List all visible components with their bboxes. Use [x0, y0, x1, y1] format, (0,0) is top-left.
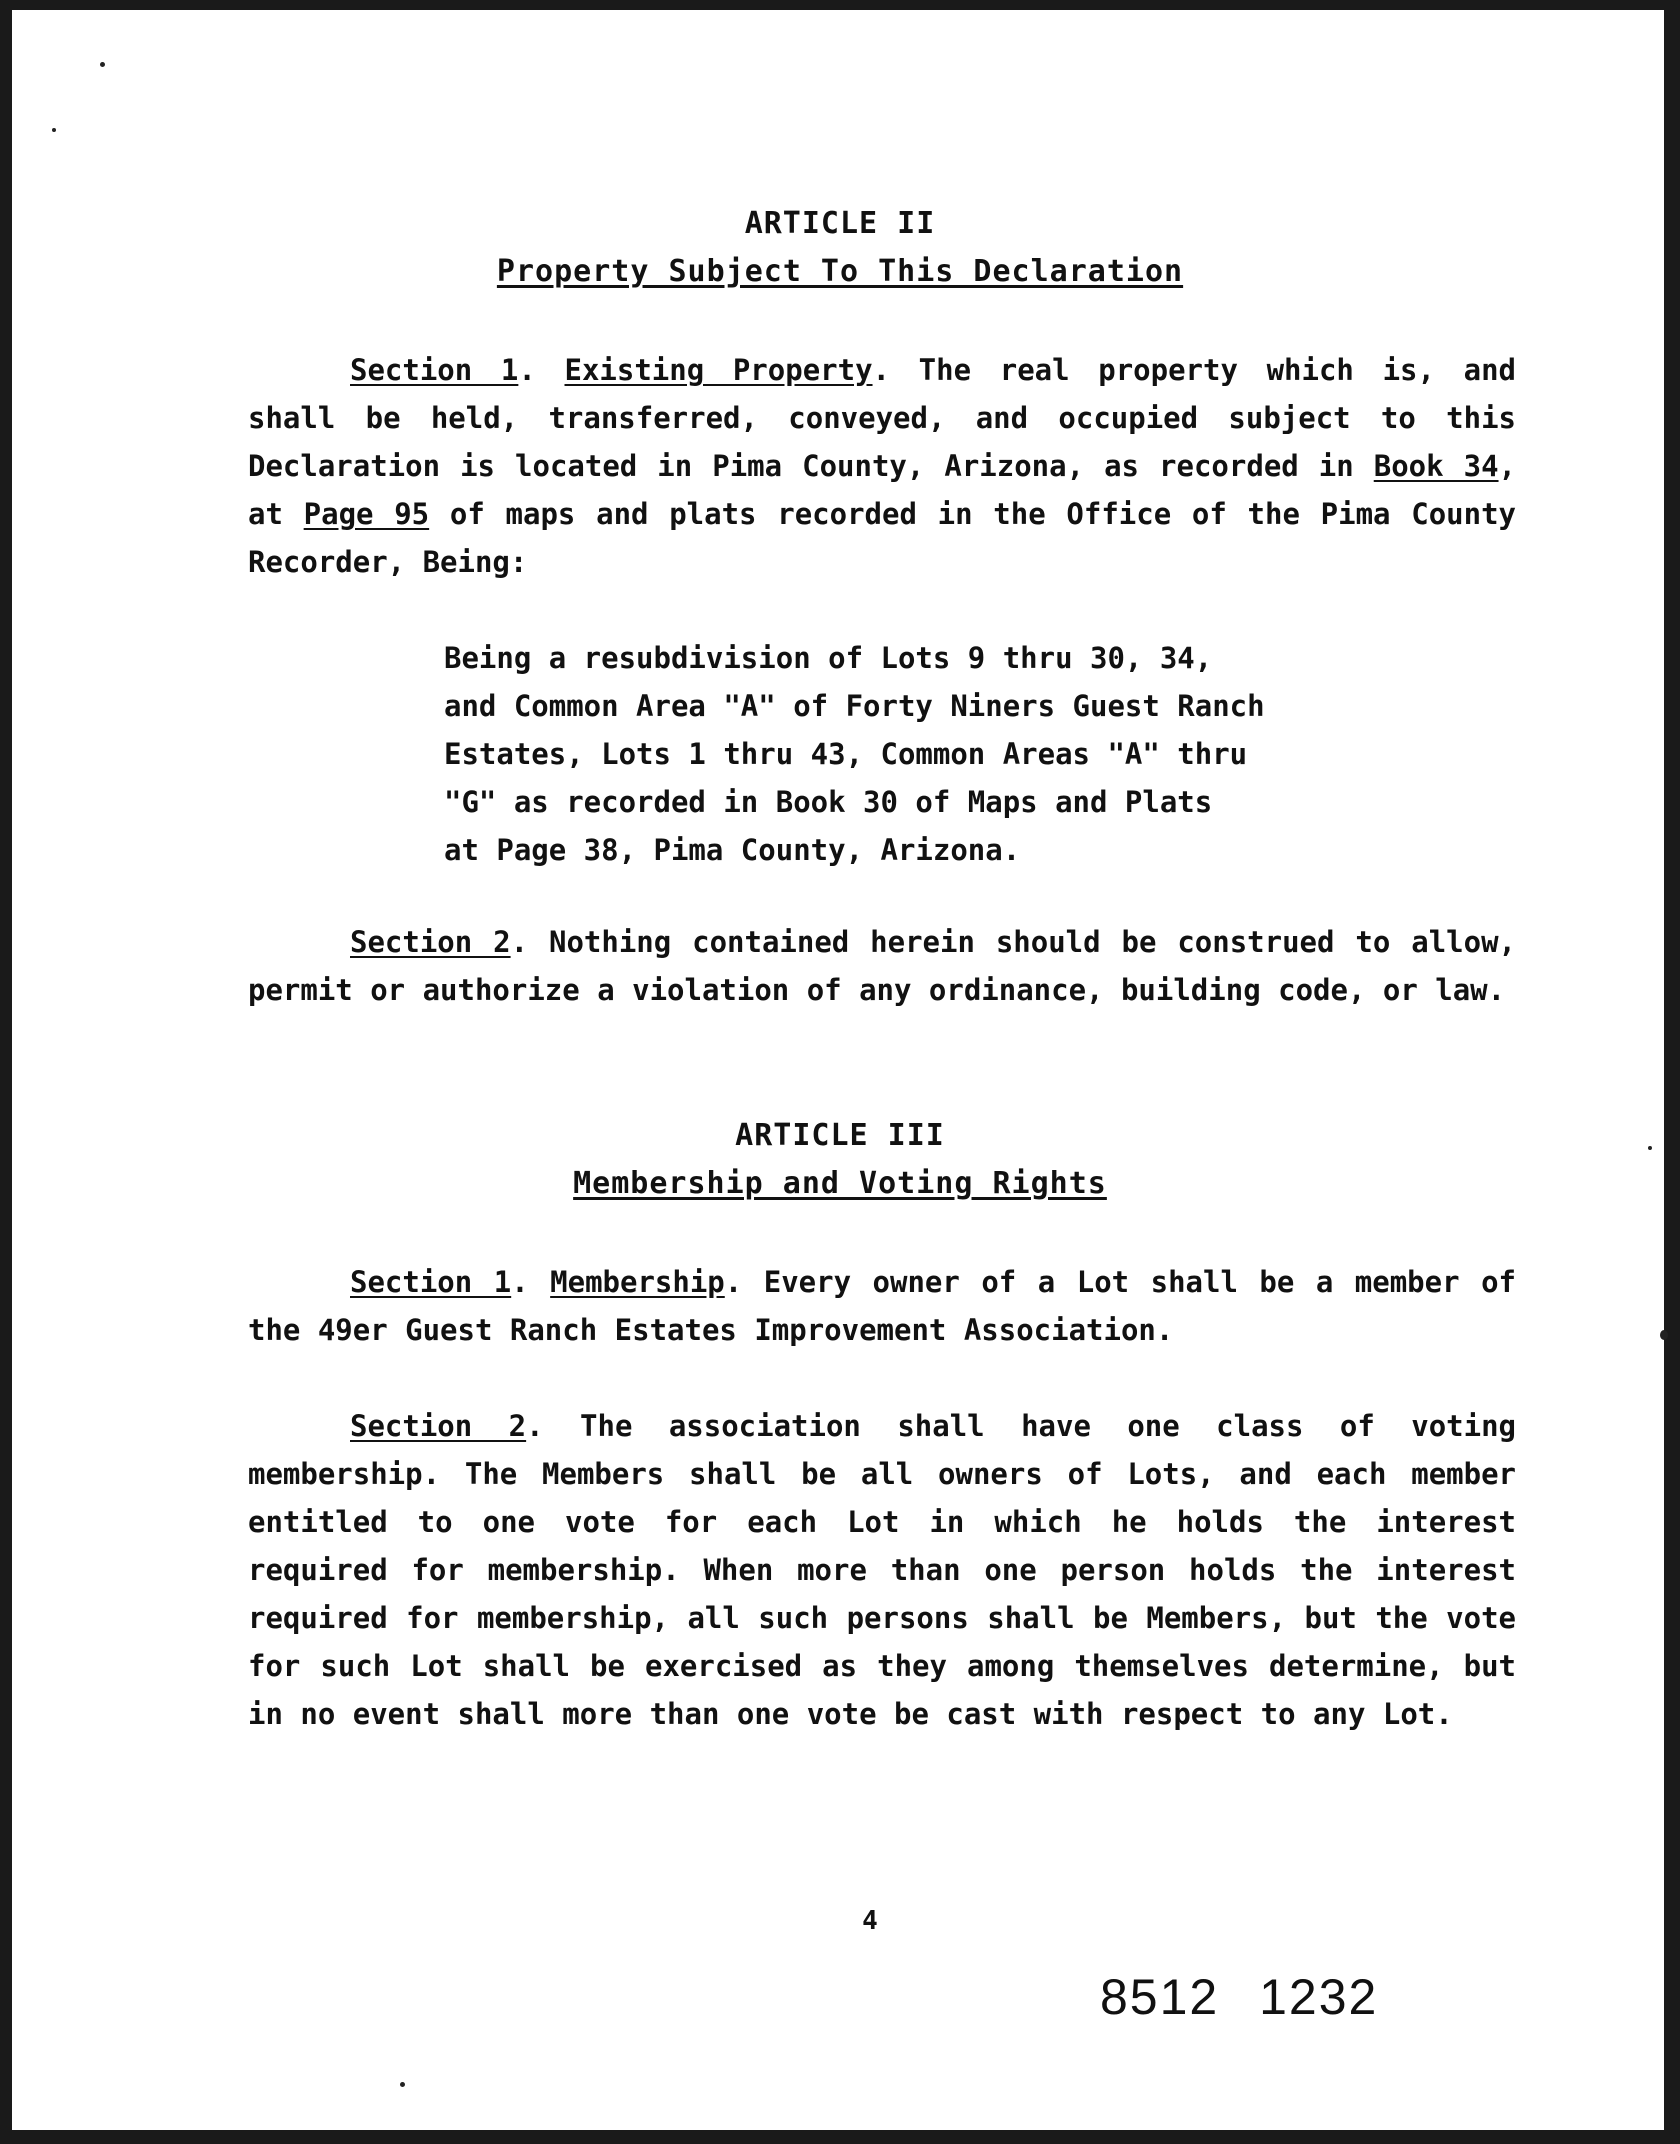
section-subject: Membership [550, 1265, 725, 1299]
section-text: , at [248, 449, 1516, 531]
scan-speck [52, 128, 56, 132]
article-iii-section-2: Section 2. The association shall have one class of voting membership. The Members shall be all owners of Lots, and each member entitled to one vote for each Lot in which he holds the interest required for membership. When more than one person holds the interest required for membership, all such persons shall be Members, but the vote for such Lot shall be exercised as they among themselves determine, but in no event shall more than one vote be cast with respect to any Lot. [248, 1409, 1516, 1731]
book-reference: Book 34 [1373, 449, 1499, 483]
article-iii-title [0, 1166, 1680, 1201]
article-iii-title-text: Membership and Voting Rights [573, 1166, 1107, 1201]
section-subject: Existing Property [564, 353, 873, 387]
article-ii-title [0, 254, 1680, 289]
section-text: of maps and plats recorded in the Office of the Pima County Recorder, Being: [248, 497, 1516, 579]
section-label: Section 2 [350, 1409, 527, 1443]
article-ii-heading: ARTICLE II [744, 206, 936, 241]
scan-border-left [0, 0, 12, 2144]
article-ii-title-text: Property Subject To This Declaration [496, 254, 1184, 289]
document-number: 8512 1232 [1100, 1969, 1379, 2025]
article-ii-section-1: Section 1. Existing Property. The real property which is, and shall be held, transferred, conveyed, and occupied subject to this Declaration is located in Pima County, Arizona, as recorded in Book 34, at Page 95 of maps and plats recorded in the Office of the Pima County Recorder, Being: [248, 353, 1517, 579]
page-reference: Page 95 [303, 497, 430, 531]
legal-description-line: at Page 38, Pima County, Arizona. [444, 833, 1021, 867]
article-iii-heading: ARTICLE III [735, 1118, 945, 1153]
article-ii-section-2: Section 2. Nothing contained herein should be construed to allow, permit or authorize a violation of any ordinance, building code, or law. [248, 925, 1516, 1007]
section-text: The real property which is, and shall be held, transferred, conveyed, and occupied subject to this Declaration is located in Pima County, Arizona, as recorded in [248, 353, 1517, 483]
scan-speck [1648, 1146, 1652, 1150]
section-text: The association shall have one class of voting membership. The Members shall be all owners of Lots, and each member entitled to one vote for each Lot in which he holds the interest required for membership. When more than one person holds the interest required for membership, all such persons shall be Members, but the vote for such Lot shall be exercised as they among themselves determine, but in no event shall more than one vote be cast with respect to any Lot. [248, 1409, 1516, 1731]
page-number: 4 [862, 1906, 878, 1936]
scan-border-right [1664, 0, 1680, 2144]
scan-speck [100, 62, 105, 67]
section-text: Every owner of a Lot shall be a member of the 49er Guest Ranch Estates Improvement Association. [248, 1265, 1516, 1347]
scan-border-bottom [0, 2130, 1680, 2144]
scan-speck [400, 2082, 405, 2087]
legal-description-line: Being a resubdivision of Lots 9 thru 30, 34, [444, 641, 1213, 675]
legal-description-line: "G" as recorded in Book 30 of Maps and Plats [444, 785, 1213, 819]
section-label: Section 1 [350, 1265, 512, 1299]
section-label: Section 1 [350, 353, 519, 387]
legal-description-line: and Common Area "A" of Forty Niners Guest Ranch [444, 689, 1265, 723]
scan-border-top [0, 0, 1680, 10]
legal-description-line: Estates, Lots 1 thru 43, Common Areas "A" thru [444, 737, 1248, 771]
section-label: Section 2 [350, 925, 511, 959]
legal-description [444, 634, 1324, 874]
section-text: Nothing contained herein should be construed to allow, permit or authorize a violation of any ordinance, building code, or law. [248, 925, 1516, 1007]
scan-speck [1660, 1330, 1668, 1340]
article-iii-section-1: Section 1. Membership. Every owner of a Lot shall be a member of the 49er Guest Ranch Estates Improvement Association. [248, 1265, 1516, 1347]
